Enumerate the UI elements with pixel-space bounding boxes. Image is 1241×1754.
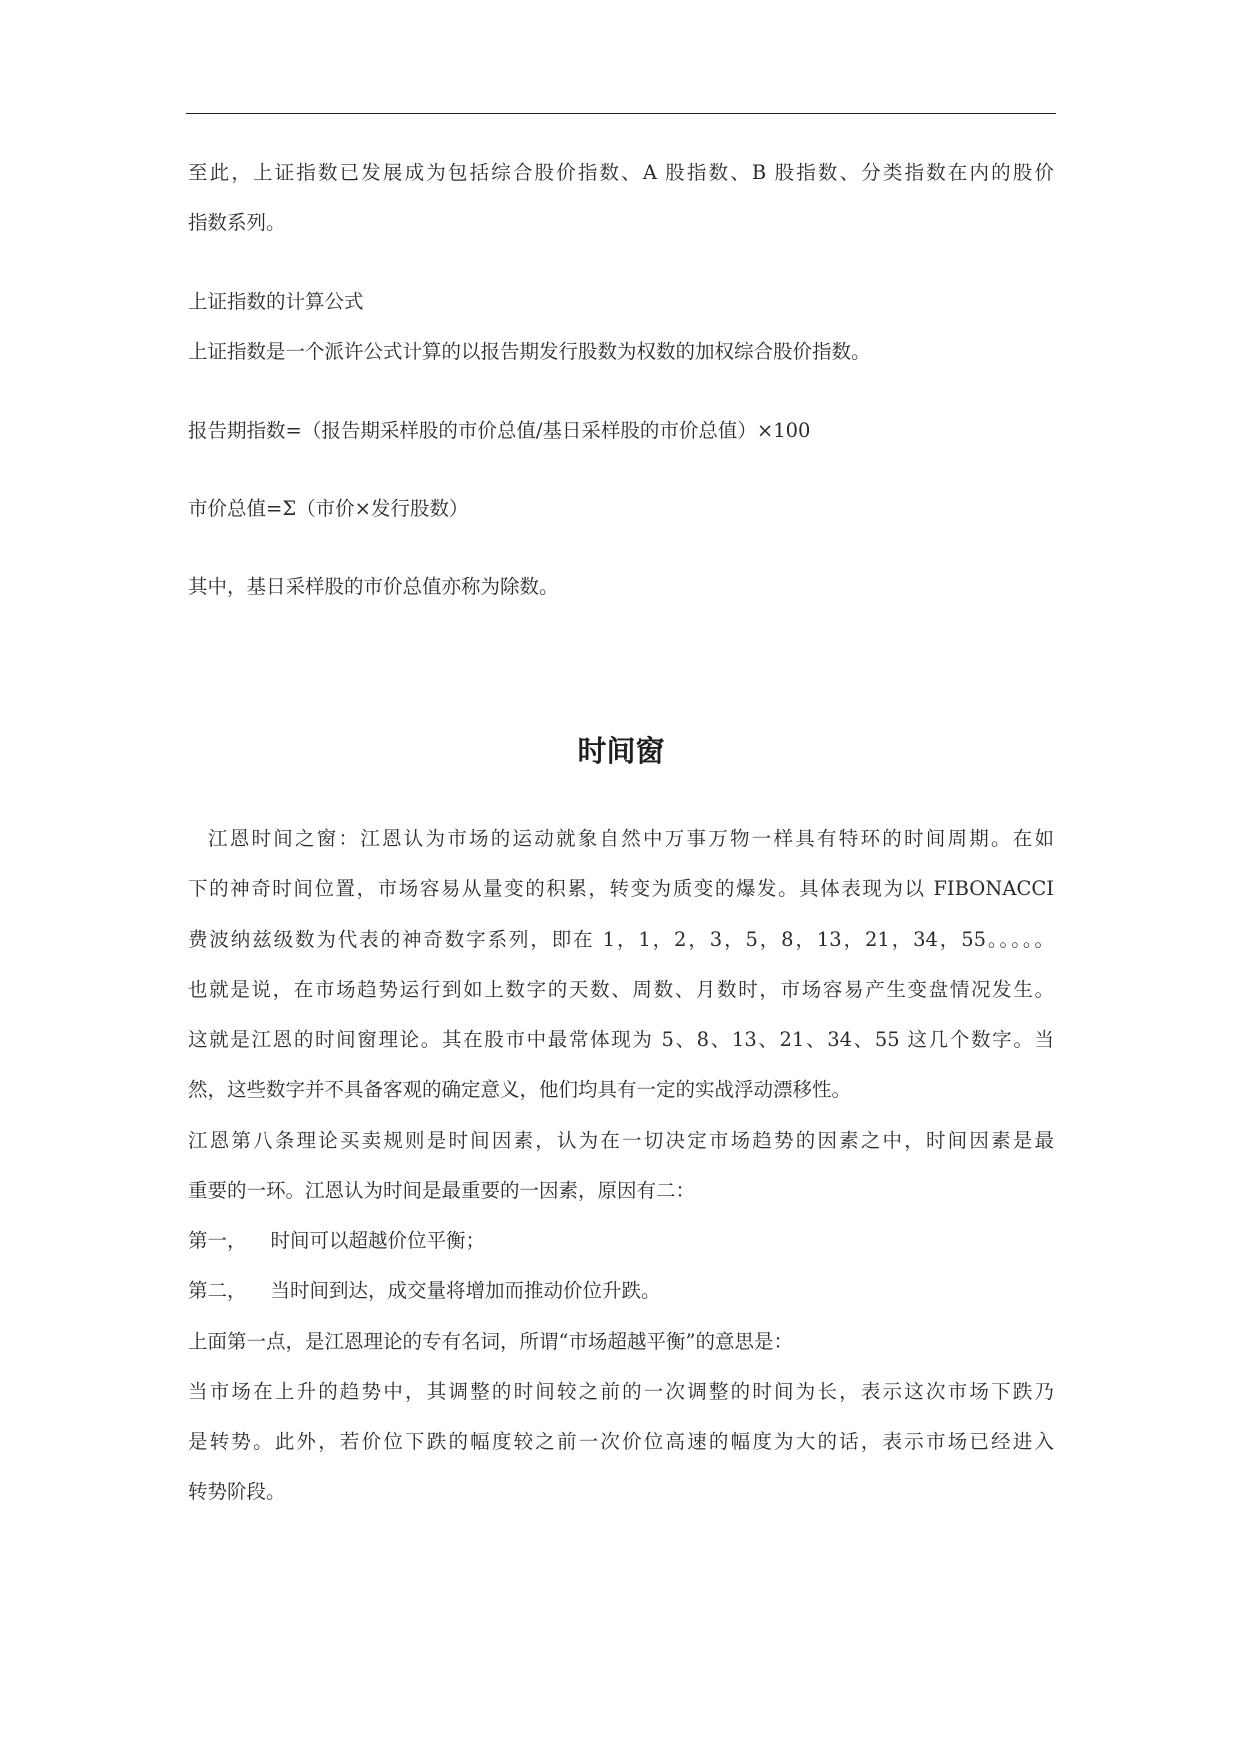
section-title: 时间窗 — [577, 734, 665, 768]
reason-item-1 — [188, 1229, 485, 1253]
paragraph2-line-1: 江恩第八条理论买卖规则是时间因素，认为在一切决定市场趋势的因素之中，时间因素是最 — [188, 1129, 1054, 1152]
reason-text: 当时间到达，成交量将增加而推动价位升跌。 — [270, 1279, 661, 1302]
formula-description: 上证指数是一个派许公式计算的以报告期发行股数为权数的加权综合股价指数。 — [188, 340, 871, 363]
reason-ordinal: 第一， — [188, 1229, 247, 1252]
paragraph1-line-3: 费波纳兹级数为代表的神奇数字系列，即在 1，1，2，3，5，8，13，21，34，55。。。。。 — [188, 928, 1054, 951]
reason-ordinal: 第二， — [188, 1279, 247, 1302]
paragraph1-line-4: 也就是说，在市场趋势运行到如上数字的天数、周数、月数时，市场容易产生变盘情况发生。 — [188, 978, 1054, 1001]
intro-line-2: 指数系列。 — [188, 211, 286, 234]
paragraph3-line-1: 上面第一点，是江恩理论的专有名词，所谓“市场超越平衡”的意思是： — [188, 1330, 793, 1353]
reason-text: 时间可以超越价位平衡； — [270, 1229, 486, 1252]
formula-market-value: 市价总值=Σ（市价×发行股数） — [188, 497, 469, 520]
formula-heading: 上证指数的计算公式 — [188, 290, 364, 313]
paragraph1-line-5: 这就是江恩的时间窗理论。其在股市中最常体现为 5、8、13、21、34、55 这几个数字。当 — [188, 1028, 1054, 1051]
reason-item-2 — [188, 1279, 661, 1303]
paragraph3-line-2: 当市场在上升的趋势中，其调整的时间较之前的一次调整的时间为长，表示这次市场下跌乃 — [188, 1380, 1054, 1403]
paragraph2-line-2: 重要的一环。江恩认为时间是最重要的一因素，原因有二： — [188, 1179, 696, 1202]
paragraph3-line-4: 转势阶段。 — [188, 1480, 286, 1503]
formula-index: 报告期指数=（报告期采样股的市价总值/基日采样股的市价总值）×100 — [188, 419, 811, 442]
paragraph1-line-6: 然，这些数字并不具备客观的确定意义，他们均具有一定的实战浮动漂移性。 — [188, 1078, 852, 1101]
paragraph1-line-2: 下的神奇时间位置，市场容易从量变的积累，转变为质变的爆发。具体表现为以 FIBONACCI — [188, 877, 1054, 900]
paragraph1-line-1: 江恩时间之窗：江恩认为市场的运动就象自然中万事万物一样具有特环的时间周期。在如 — [208, 827, 1054, 850]
header-rule — [186, 113, 1056, 114]
paragraph3-line-3: 是转势。此外，若价位下跌的幅度较之前一次价位高速的幅度为大的话，表示市场已经进入 — [188, 1430, 1054, 1453]
formula-note: 其中，基日采样股的市价总值亦称为除数。 — [188, 575, 559, 598]
intro-line-1: 至此，上证指数已发展成为包括综合股价指数、A 股指数、B 股指数、分类指数在内的股价 — [188, 161, 1054, 184]
